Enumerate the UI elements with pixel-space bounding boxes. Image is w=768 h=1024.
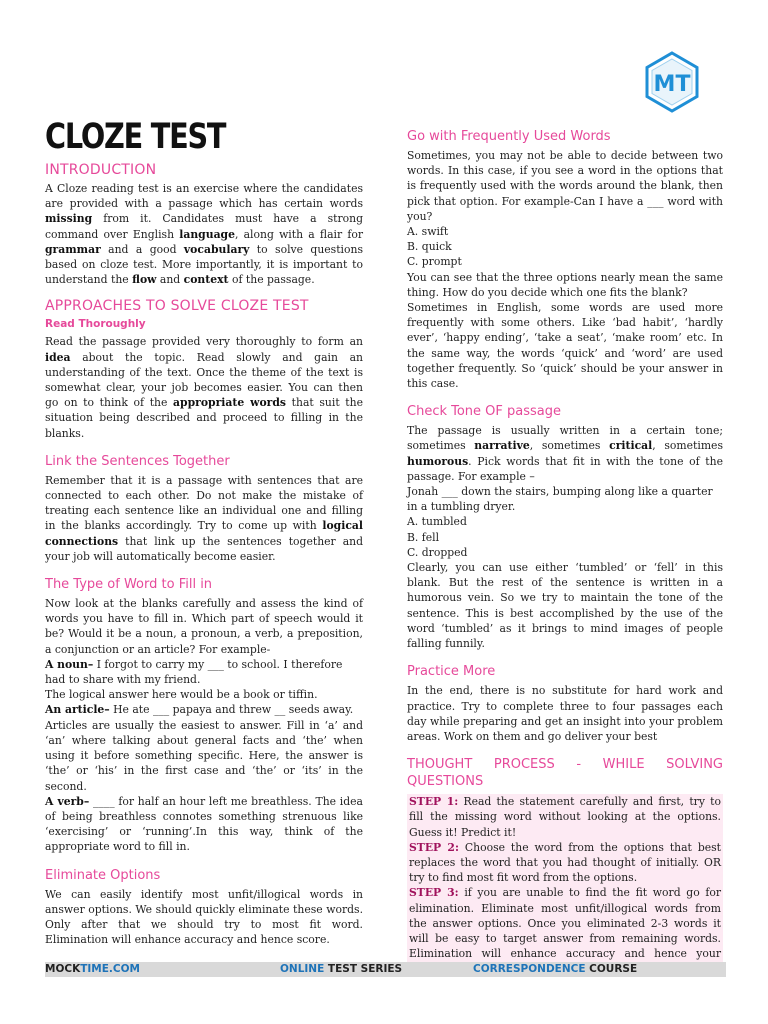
- practice-heading: Practice More: [407, 664, 496, 680]
- footer-brand: MOCKTIME.COM: [45, 963, 140, 975]
- left-column: [45, 118, 363, 947]
- step-1: STEP 1: Read the statement carefully and first, try to fill the missing word without looking at the options. Guess it! Predict it!: [409, 795, 721, 839]
- type-paragraph: Now look at the blanks carefully and assess the kind of words you have to fill in. Which part of speech would it be? Would it be a noun, a pronoun, a verb, a preposition, a conjunction or an article? For example-: [45, 597, 363, 656]
- footer-correspondence-course: CORRESPONDENCE COURSE: [473, 963, 638, 975]
- thought-process-heading: THOUGHT PROCESS - WHILE SOLVING QUESTIONS: [407, 757, 723, 790]
- footer-online-series: ONLINE TEST SERIES: [280, 963, 403, 975]
- intro-heading: INTRODUCTION: [45, 162, 157, 178]
- step-2: STEP 2: Choose the word from the options that best replaces the word that you had thought of initially. OR try to find most fit word from the options.: [409, 840, 722, 885]
- frequent-option: B. quick: [407, 240, 452, 254]
- frequent-heading: Go with Frequently Used Words: [407, 129, 611, 144]
- footer-bar: [45, 962, 726, 977]
- logo-text: MT: [653, 72, 691, 97]
- approaches-heading: APPROACHES TO SOLVE CLOZE TEST: [45, 298, 309, 315]
- frequent-paragraph-2: You can see that the three options nearly mean the same thing. How do you decide which one fits the blank?: [407, 270, 723, 299]
- link-heading: Link the Sentences Together: [45, 453, 230, 469]
- frequent-option: A. swift: [407, 225, 449, 239]
- verb-example: A verb– ____ for half an hour left me breathless. The idea of being breathless connotes something strenuous like ‘exercising’ or ‘running’.In this way, think of the appropriate word to fill in.: [45, 794, 363, 854]
- frequent-option: C. prompt: [407, 255, 462, 269]
- tone-option: B. fell: [407, 530, 440, 544]
- practice-paragraph: In the end, there is no substitute for hard work and practice. Try to complete three to four passages each day while preparing and get an insight into your problem areas. Work on them and go deliver your best: [407, 684, 723, 743]
- frequent-paragraph: Sometimes, you may not be able to decide between two words. In this case, if you see a word in the options that is frequently used with the words around the blank, then pick that option. For example-Can I have a ___ word with you?: [407, 149, 723, 223]
- tone-heading: Check Tone OF passage: [407, 404, 562, 420]
- tone-paragraph: The passage is usually written in a certain tone; sometimes narrative, sometimes critical, sometimes humorous. Pick words that fit in with the tone of the passage. For example –: [407, 424, 723, 483]
- noun-example: A noun– I forgot to carry my ___ to school. I therefore had to share with my friend.: [45, 657, 343, 687]
- approaches-paragraph: Read the passage provided very thoroughly to form an idea about the topic. Read slowly and gain an understanding of the text. Once the theme of the text is somewhat clear, your job becomes easier. You can then go on to think of the appropriate words that suit the situation being described and proceed to filling in the blanks.: [45, 335, 363, 440]
- eliminate-paragraph: We can easily identify most unfit/illogical words in answer options. We should quickly eliminate these words. Only after that we should try to most fit word. Elimination will enhance accuracy and hence score.: [45, 887, 363, 947]
- tone-option: C. dropped: [407, 545, 468, 559]
- read-thoroughly-subheading: Read Thoroughly: [45, 318, 146, 331]
- tone-paragraph-2: Clearly, you can use either ‘tumbled’ or ‘fell’ in this blank. But the rest of the sentence is written in a humorous vein. So we try to maintain the tone of the sentence. This is best accomplished by the use of the word ‘tumbled’ as it brings to mind images of people falling funnily.: [407, 561, 723, 651]
- steps-box: [407, 794, 723, 976]
- tone-option: A. tumbled: [407, 515, 467, 529]
- article-explanation: Articles are usually the easiest to answer. Fill in ‘a’ and ‘an’ where talking about general facts and ‘the’ when using it before something specific. Here, the answer is ‘the’ or ‘his’ in the first case and ‘the’ or ‘its’ in the second.: [45, 718, 363, 793]
- frequent-paragraph-3: Sometimes in English, some words are used more frequently with some others. Like ‘bad habit’, ‘hardly ever’, ‘happy ending’, ‘take a seat’, ‘make room’ etc. In the same way, the words ‘quick’ and ‘word’ are used together frequently. So ‘quick’ should be your answer in this case.: [407, 301, 723, 391]
- page-title: CLOZE TEST: [45, 117, 226, 157]
- eliminate-heading: Eliminate Options: [45, 867, 161, 883]
- mocktime-logo: [640, 50, 704, 114]
- article-example: An article– He ate ___ papaya and threw __ seeds away.: [45, 703, 354, 717]
- link-paragraph: Remember that it is a passage with sentences that are connected to each other. Do not make the mistake of treating each sentence like an individual one and filling in the blanks accordingly. Try to come up with logical connections that link up the sentences together and your job will automatically become easier.: [45, 473, 363, 563]
- type-heading: The Type of Word to Fill in: [45, 577, 213, 593]
- intro-paragraph: A Cloze reading test is an exercise where the candidates are provided with a passage which has certain words missing from it. Candidates must have a strong command over English language, along with a flair for grammar and a good vocabulary to solve questions based on cloze test. More importantly, it is important to understand the flow and context of the passage.: [45, 182, 363, 287]
- tone-example: Jonah ___ down the stairs, bumping along like a quarter in a tumbling dryer.: [407, 485, 713, 514]
- noun-answer: The logical answer here would be a book or tiffin.: [45, 688, 318, 702]
- right-column: [407, 128, 723, 977]
- step-3: STEP 3: if you are unable to find the fit word go for elimination. Eliminate most unfit/illogical words from the answer options. Once you eliminated 2-3 words it will be easy to target answer from remaining words. Elimination will enhance accuracy and hence your: [409, 886, 722, 961]
